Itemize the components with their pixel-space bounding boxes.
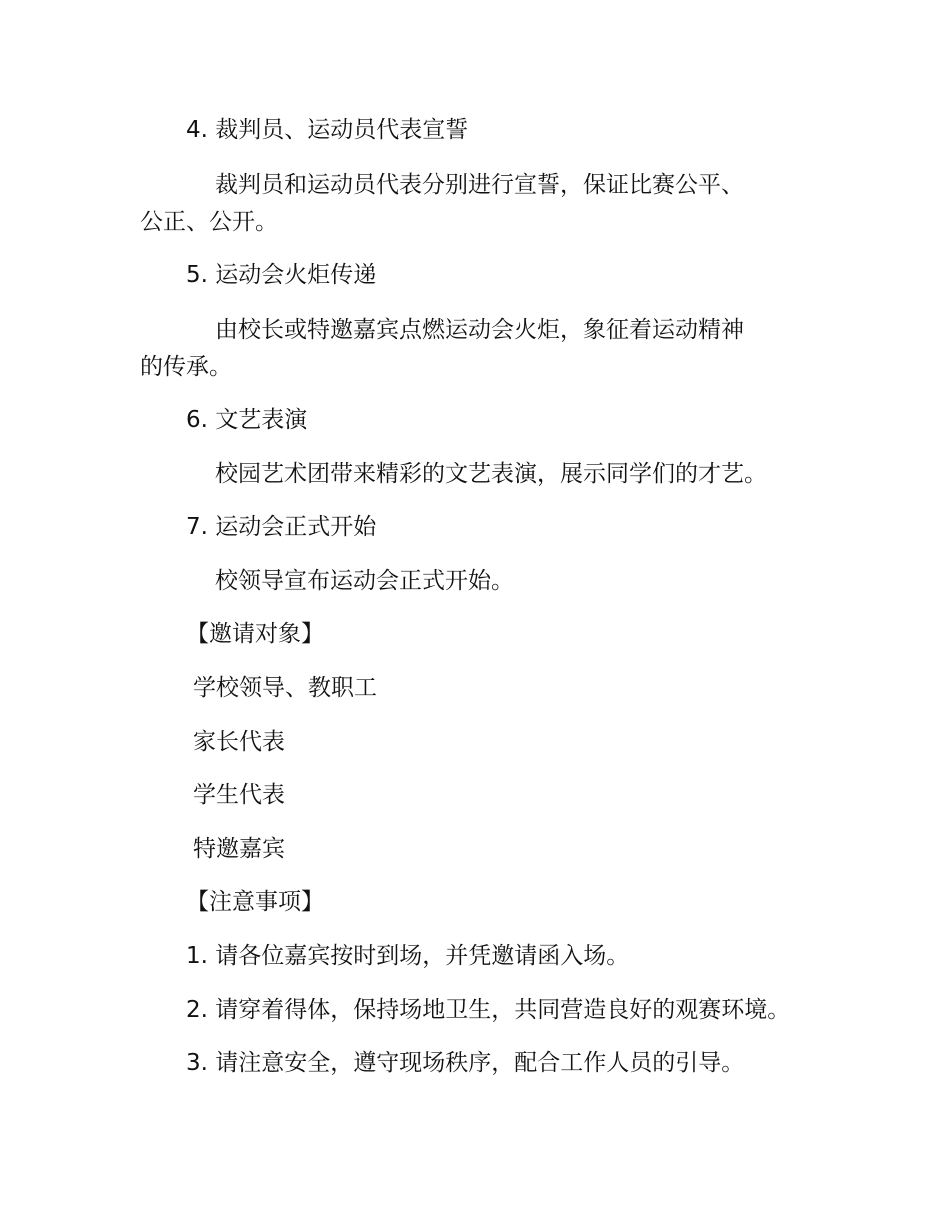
note-item: 2. 请穿着得体，保持场地卫生，共同营造良好的观赛环境。 bbox=[186, 997, 791, 1023]
invitees-title: 【邀请对象】 bbox=[186, 621, 324, 647]
invitee-item: 家长代表 bbox=[193, 729, 285, 755]
note-item: 3. 请注意安全，遵守现场秩序，配合工作人员的引导。 bbox=[186, 1050, 745, 1076]
section-body-4-line1: 裁判员和运动员代表分别进行宣誓，保证比赛公平、 bbox=[215, 172, 744, 198]
section-body-5-line2: 的传承。 bbox=[140, 354, 232, 380]
invitee-item: 学校领导、教职工 bbox=[193, 675, 377, 701]
section-body-4-line2: 公正、公开。 bbox=[140, 209, 278, 235]
section-body-5-line1: 由校长或特邀嘉宾点燃运动会火炬，象征着运动精神 bbox=[215, 317, 744, 343]
section-heading-4: 4. 裁判员、运动员代表宣誓 bbox=[186, 117, 469, 143]
section-heading-5: 5. 运动会火炬传递 bbox=[186, 262, 377, 288]
invitee-item: 特邀嘉宾 bbox=[193, 836, 285, 862]
section-heading-7: 7. 运动会正式开始 bbox=[186, 514, 377, 540]
invitee-item: 学生代表 bbox=[193, 782, 285, 808]
section-body-7-line1: 校领导宣布运动会正式开始。 bbox=[215, 568, 514, 594]
note-item: 1. 请各位嘉宾按时到场，并凭邀请函入场。 bbox=[186, 943, 630, 969]
notes-title: 【注意事项】 bbox=[186, 889, 324, 915]
section-heading-6: 6. 文艺表演 bbox=[186, 407, 308, 433]
section-body-6-line1: 校园艺术团带来精彩的文艺表演，展示同学们的才艺。 bbox=[215, 461, 767, 487]
